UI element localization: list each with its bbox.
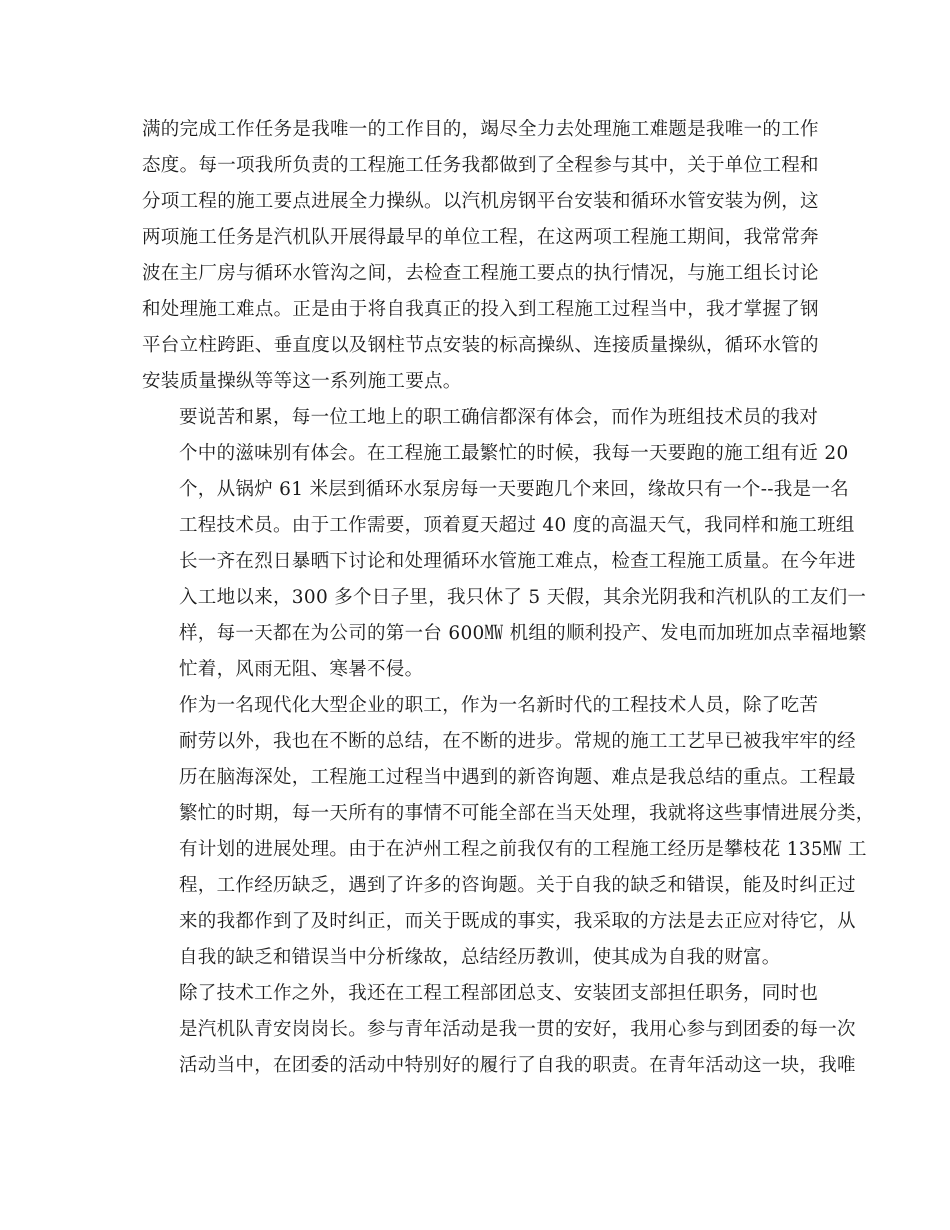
text-line: 入工地以来，300 多个日子里，我只休了 5 天假，其余光阴我和汽机队的工友们一: [179, 587, 867, 608]
text-line: 除了技术工作之外，我还在工程工程部团总支、安装团支部担任职务，同时也: [179, 983, 819, 1004]
text-line: 有计划的进展处理。由于在泸州工程之前我仅有的工程施工经历是攀枝花 135㎿ 工: [179, 839, 867, 860]
text-line: 自我的缺乏和错误当中分析缘故，总结经历教训，使其成为自我的财富。: [179, 947, 781, 968]
paragraph: [142, 688, 875, 976]
text-line: 两项施工任务是汽机队开展得最早的单位工程，在这两项工程施工期间，我常常奔: [142, 227, 819, 248]
text-line: 满的完成工作任务是我唯一的工作目的，竭尽全力去处理施工难题是我唯一的工作: [142, 119, 819, 140]
text-line: 工程技术员。由于工作需要，顶着夏天超过 40 度的高温天气，我同样和施工班组: [179, 515, 855, 536]
text-line: 态度。每一项我所负责的工程施工任务我都做到了全程参与其中，关于单位工程和: [142, 155, 819, 176]
text-line: 程，工作经历缺乏，遇到了许多的咨询题。关于自我的缺乏和错误，能及时纠正过: [179, 875, 856, 896]
text-line: 历在脑海深处，工程施工过程当中遇到的新咨询题、难点是我总结的重点。工程最: [179, 767, 856, 788]
text-line: 要说苦和累，每一位工地上的职工确信都深有体会，而作为班组技术员的我对: [179, 407, 819, 428]
paragraph: [142, 112, 819, 400]
text-line: 和处理施工难点。正是由于将自我真正的投入到工程施工过程当中，我才掌握了钢: [142, 299, 819, 320]
text-line: 活动当中，在团委的活动中特别好的履行了自我的职责。在青年活动这一块，我唯: [179, 1055, 856, 1076]
text-line: 繁忙的时期，每一天所有的事情不可能全部在当天处理，我就将这些事情进展分类，: [179, 803, 875, 824]
text-line: 长一齐在烈日暴晒下讨论和处理循环水管施工难点，检查工程施工质量。在今年进: [179, 551, 856, 572]
text-line: 忙着，风雨无阻、寒暑不侵。: [179, 659, 424, 680]
text-line: 来的我都作到了及时纠正，而关于既成的事实，我采取的方法是去正应对待它，从: [179, 911, 856, 932]
text-line: 耐劳以外，我也在不断的总结，在不断的进步。常规的施工工艺早已被我牢牢的经: [179, 731, 856, 752]
document-body: [142, 112, 875, 1084]
text-line: 个，从锅炉 61 米层到循环水泵房每一天要跑几个来回，缘故只有一个--我是一名: [179, 479, 850, 500]
text-line: 分项工程的施工要点进展全力操纵。以汽机房钢平台安装和循环水管安装为例，这: [142, 191, 819, 212]
text-line: 作为一名现代化大型企业的职工，作为一名新时代的工程技术人员，除了吃苦: [179, 695, 819, 716]
text-line: 安装质量操纵等等这一系列施工要点。: [142, 371, 462, 392]
text-line: 样，每一天都在为公司的第一台 600㎿ 机组的顺利投产、发电而加班加点幸福地繁: [179, 623, 867, 644]
paragraph: [142, 400, 867, 688]
text-line: 是汽机队青安岗岗长。参与青年活动是我一贯的安好，我用心参与到团委的每一次: [179, 1019, 856, 1040]
paragraph: [142, 976, 856, 1084]
text-line: 波在主厂房与循环水管沟之间，去检查工程施工要点的执行情况，与施工组长讨论: [142, 263, 819, 284]
text-line: 平台立柱跨距、垂直度以及钢柱节点安装的标高操纵、连接质量操纵，循环水管的: [142, 335, 819, 356]
text-line: 个中的滋味别有体会。在工程施工最繁忙的时候，我每一天要跑的施工组有近 20: [179, 443, 849, 464]
